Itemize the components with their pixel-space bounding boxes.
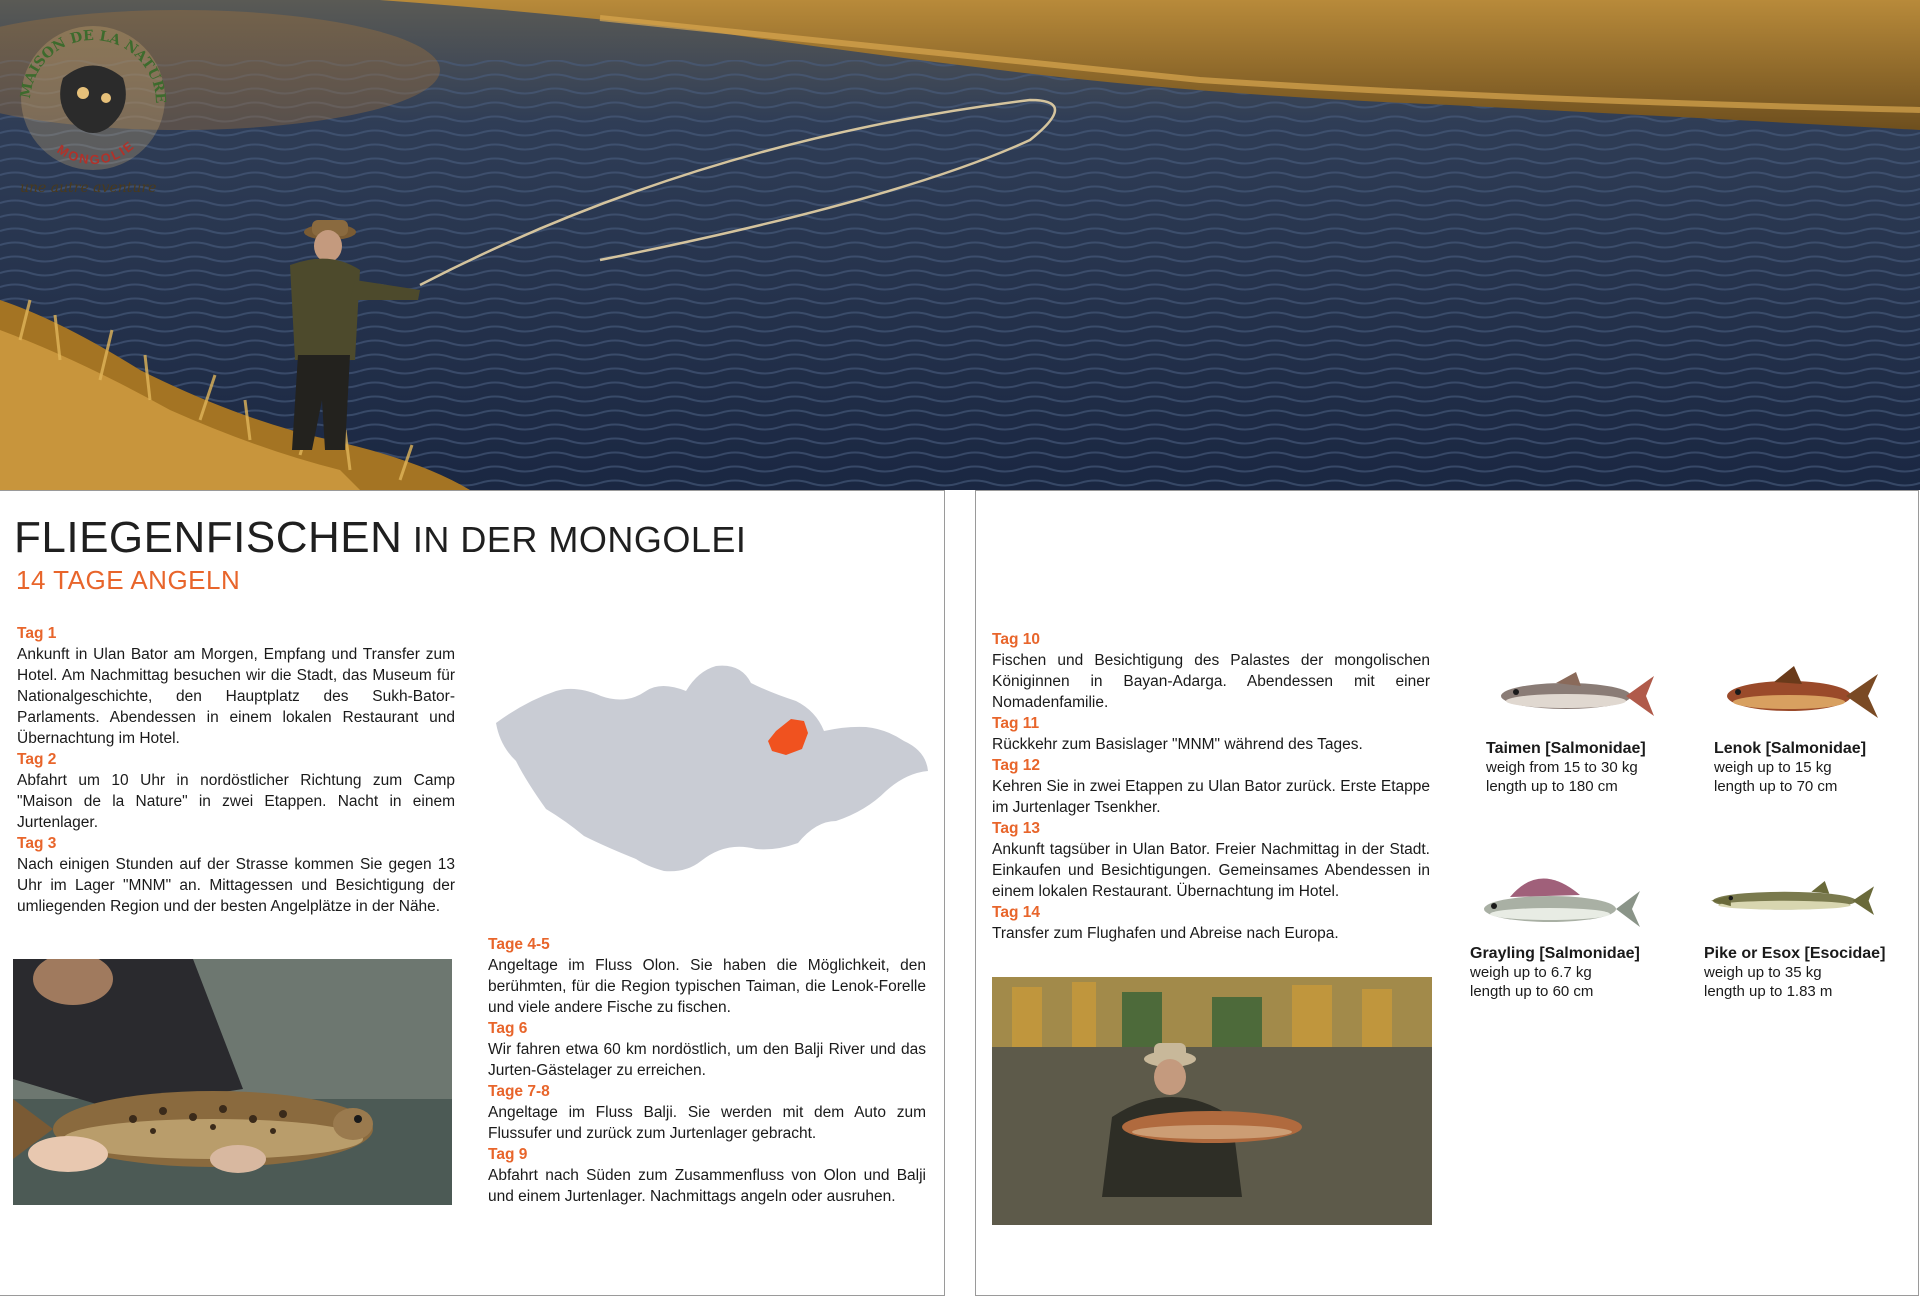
trout-release-photo: [13, 959, 452, 1205]
title-rest: IN DER MONGOLEI: [402, 519, 747, 560]
fish-length: length up to 70 cm: [1714, 778, 1838, 795]
itinerary-days-10-14: [992, 629, 1430, 944]
logo-text-bottom: MONGOLIE: [54, 137, 138, 168]
day-label: Tag 1: [17, 625, 57, 642]
day-description: Angeltage im Fluss Balji. Sie werden mit dem Auto zum Flussufer und zurück zum Jurtenlager gebracht.: [488, 1104, 926, 1142]
day-label: Tage 7-8: [488, 1083, 550, 1100]
brand-tagline: une autre aventure: [20, 180, 157, 196]
day-description: Abfahrt nach Süden zum Zusammenfluss von Olon und Balji und einem Jurtenlager. Nachmittags angeln oder ausruhen.: [488, 1167, 926, 1205]
mongolia-land: [496, 666, 928, 872]
fish-name: Grayling [Salmonidae]: [1470, 945, 1640, 962]
fish-card-lenok: [1714, 656, 1914, 796]
day-description: Transfer zum Flughafen und Abreise nach Europa.: [992, 925, 1339, 942]
page-title: [14, 513, 746, 563]
day-label: Tag 9: [488, 1146, 528, 1163]
page-subtitle: 14 TAGE ANGELN: [16, 565, 241, 595]
day-label: Tag 11: [992, 715, 1040, 732]
day-label: Tage 4-5: [488, 936, 550, 953]
lenok-fish-icon: [1714, 656, 1884, 731]
right-page: [975, 490, 1919, 1296]
day-description: Ankunft tagsüber in Ulan Bator. Freier Nachmittag in der Stadt. Einkaufen und Besichtigungen. Gemeinsames Abendessen in einem lokalen Restaurant. Übernachtung im Hotel.: [992, 841, 1430, 900]
fish-length: length up to 180 cm: [1486, 778, 1618, 795]
left-page: [0, 490, 945, 1296]
fish-length: length up to 60 cm: [1470, 983, 1594, 1000]
title-main: FLIEGENFISCHEN: [14, 513, 403, 562]
pike-fish-icon: [1704, 861, 1874, 936]
taimen-fish-icon: [1486, 656, 1656, 731]
grayling-fish-icon: [1470, 861, 1640, 936]
day-label: Tag 10: [992, 631, 1040, 648]
fish-weight: weigh up to 15 kg: [1714, 759, 1832, 776]
fish-weight: weigh from 15 to 30 kg: [1486, 759, 1638, 776]
mongolia-map: [486, 661, 930, 881]
day-label: Tag 13: [992, 820, 1040, 837]
day-label: Tag 2: [17, 751, 57, 768]
logo-text-top: MAISON DE LA NATURE: [17, 27, 169, 104]
fish-card-pike: [1704, 861, 1904, 1001]
day-label: Tag 3: [17, 835, 57, 852]
fish-name: Lenok [Salmonidae]: [1714, 740, 1867, 757]
day-label: Tag 14: [992, 904, 1040, 921]
day-description: Kehren Sie in zwei Etappen zu Ulan Bator zurück. Erste Etappe im Jurtenlager Tsenkher.: [992, 778, 1430, 816]
fish-card-taimen: [1486, 656, 1686, 796]
day-label: Tag 12: [992, 757, 1040, 774]
hero-photo-fly-fishing: [0, 0, 1920, 490]
day-description: Abfahrt um 10 Uhr in nordöstlicher Richtung zum Camp "Maison de la Nature" in zwei Etappen. Nacht in einem Jurtenlager.: [17, 772, 455, 831]
river-scene: [0, 0, 1920, 490]
day-description: Rückkehr zum Basislager "MNM" während des Tages.: [992, 736, 1363, 753]
fish-name: Pike or Esox [Esocidae]: [1704, 945, 1886, 962]
fish-weight: weigh up to 35 kg: [1704, 964, 1822, 981]
day-description: Nach einigen Stunden auf der Strasse kommen Sie gegen 13 Uhr im Lager "MNM" an. Mittagessen und Besichtigung der umliegenden Region und der besten Angelplätze in der Nähe.: [17, 856, 455, 915]
itinerary-days-1-3: [17, 623, 455, 917]
day-label: Tag 6: [488, 1020, 528, 1037]
fish-name: Taimen [Salmonidae]: [1486, 740, 1646, 757]
day-description: Fischen und Besichtigung des Palastes der mongolischen Königinnen in Bayan-Adarga. Abendessen mit einer Nomadenfamilie.: [992, 652, 1430, 711]
fish-card-grayling: [1470, 861, 1670, 1001]
angler-with-taimen-photo: [992, 977, 1432, 1225]
day-description: Ankunft in Ulan Bator am Morgen, Empfang und Transfer zum Hotel. Am Nachmittag besuchen wir die Stadt, das Museum für Nationalgeschichte, den Hauptplatz des Sukh-Bator-Parlaments. Abendessen in einem lokalen Restaurant und Übernachtung im Hotel.: [17, 646, 455, 747]
day-description: Angeltage im Fluss Olon. Sie haben die Möglichkeit, den berühmten, für die Region typischen Taiman, die Lenok-Forelle und viele andere Fische zu fischen.: [488, 957, 926, 1016]
itinerary-days-4-9: [488, 934, 926, 1207]
fish-length: length up to 1.83 m: [1704, 983, 1833, 1000]
maison-de-la-nature-logo: [8, 8, 178, 208]
fish-weight: weigh up to 6.7 kg: [1470, 964, 1592, 981]
day-description: Wir fahren etwa 60 km nordöstlich, um den Balji River und das Jurten-Gästelager zu erreichen.: [488, 1041, 926, 1079]
